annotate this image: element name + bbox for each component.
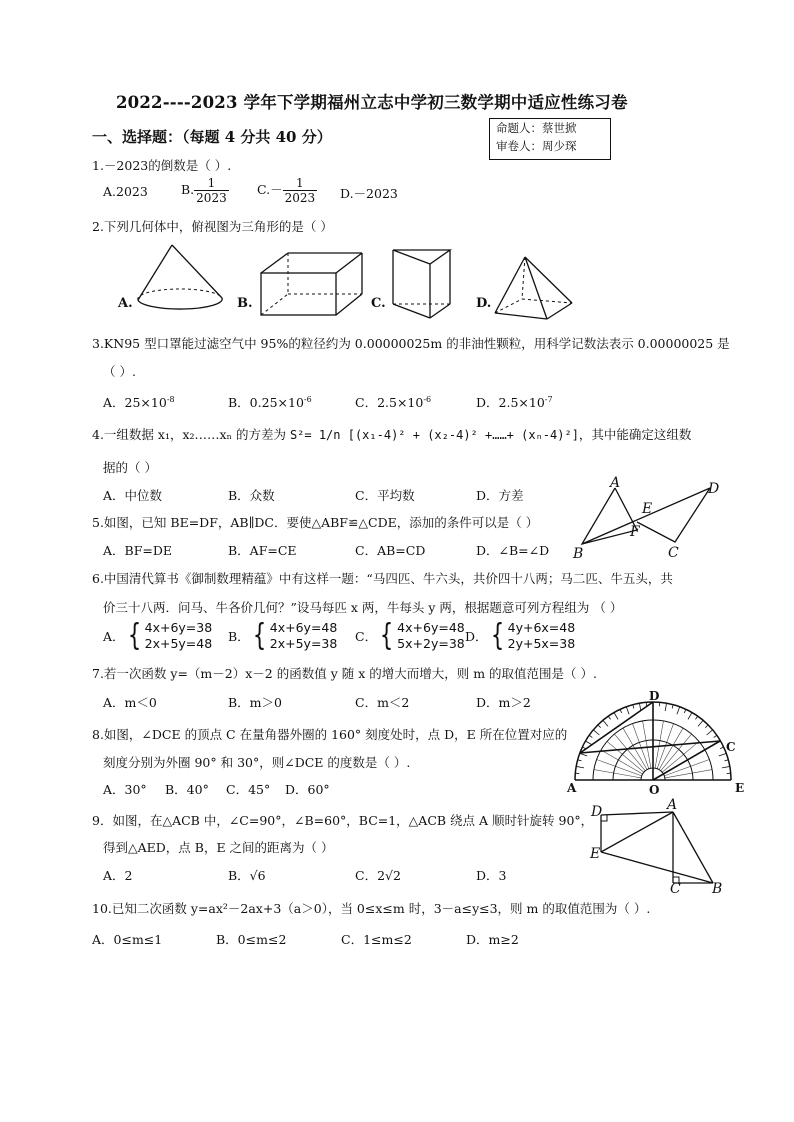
q3-option-c-base: C．2.5×10 bbox=[355, 395, 424, 410]
q9-option-d: D．3 bbox=[476, 868, 507, 883]
q9-stem: 9．如图，在△ACB 中，∠C=90°，∠B=60°，BC=1，△ACB 绕点 A 顺时针旋转 90°， bbox=[92, 813, 594, 828]
q10-option-a: A．0≤m≤1 bbox=[92, 932, 163, 947]
q1-option-c-label: C.－ bbox=[257, 182, 283, 197]
q4-stem-pre: 4.一组数据 x₁，x₂……xₙ 的方差为 bbox=[92, 427, 286, 442]
q6-stem: 6.中国清代算书《御制数理精蕴》中有这样一题：“马四匹、牛六头，共价四十八两；马二匹、牛五头，共 bbox=[92, 571, 673, 586]
q3-option-a bbox=[103, 393, 175, 411]
q10-stem: 10.已知二次函数 y=ax²－2ax+3（a＞0），当 0≤x≤m 时，3－a≤y≤3，则 m 的取值范围为（ ）. bbox=[92, 901, 651, 916]
q6-option-c-label: C． bbox=[355, 629, 378, 644]
protractor-radial-line bbox=[594, 770, 641, 778]
q2-label-a: A. bbox=[118, 296, 133, 311]
q6-option-b-label: B． bbox=[228, 629, 250, 644]
q1-option-c bbox=[257, 176, 317, 205]
q3-option-d bbox=[476, 393, 553, 411]
q6-a-eq1: 4x+6y=38 bbox=[144, 620, 213, 635]
q8-label-e: E bbox=[735, 781, 745, 795]
q8-label-c: C bbox=[726, 740, 736, 754]
q2-label-b: B. bbox=[237, 296, 253, 311]
protractor-radial-line bbox=[655, 721, 663, 768]
q6-option-d-label: D． bbox=[465, 629, 488, 644]
q9-option-a: A．2 bbox=[103, 868, 133, 883]
q5-label-e: E bbox=[642, 501, 653, 517]
q6-option-c: C． { 4x+6y=48 5x+2y=38 bbox=[355, 618, 465, 653]
q6-option-a-label: A． bbox=[103, 629, 125, 644]
q3-option-a-exponent: -8 bbox=[166, 394, 175, 404]
q3-stem: 3.KN95 型口罩能过滤空气中 95%的粒径约为 0.00000025m 的非油性颗粒，用科学记数法表示 0.00000025 是 bbox=[92, 336, 730, 351]
q9-label-a: A bbox=[667, 797, 678, 813]
q7-stem: 7.若一次函数 y=（m－2）x－2 的函数值 y 随 x 的增大而增大，则 m 的取值范围是（ ）. bbox=[92, 666, 597, 681]
q1-option-b-label: B. bbox=[181, 182, 195, 197]
q2-stem: 2.下列几何体中，俯视图为三角形的是（ ） bbox=[92, 219, 333, 234]
q5-option-b: B．AF=CE bbox=[228, 543, 297, 558]
q5-label-d: D bbox=[708, 481, 720, 497]
protractor-tick bbox=[688, 712, 692, 719]
q1-option-b-fraction bbox=[194, 176, 229, 205]
q8-label-o: O bbox=[649, 783, 660, 797]
q1-b-numerator: 1 bbox=[194, 176, 229, 191]
q1-b-denominator: 2023 bbox=[196, 191, 227, 205]
q10-option-b: B．0≤m≤2 bbox=[216, 932, 287, 947]
protractor-tick bbox=[614, 712, 618, 719]
q4-stem bbox=[92, 425, 691, 443]
q9-label-c: C bbox=[670, 881, 681, 897]
q9-label-b: B bbox=[712, 881, 723, 897]
q9-option-c: C．2√2 bbox=[355, 868, 401, 883]
q10-option-d: D．m≥2 bbox=[466, 932, 519, 947]
protractor-tick bbox=[576, 766, 584, 767]
protractor-figure bbox=[565, 690, 745, 798]
q8-line2: 刻度分别为外圈 90° 和 30°，则∠DCE 的度数是（ ）. bbox=[103, 755, 411, 770]
q3-option-d-base: D．2.5×10 bbox=[476, 395, 545, 410]
q8-option-d: D．60° bbox=[285, 782, 330, 797]
q5-option-d: D．∠B=∠D bbox=[476, 543, 550, 558]
protractor-tick bbox=[707, 730, 713, 735]
q3-option-b-exponent: -6 bbox=[303, 394, 312, 404]
section-heading: 一、选择题：（每题 4 分共 40 分） bbox=[92, 128, 332, 146]
q3-option-a-base: A．25×10 bbox=[103, 395, 167, 410]
q3-option-b bbox=[228, 393, 312, 411]
q5-label-b: B bbox=[573, 546, 584, 562]
q6-line2: 价三十八两．问马、牛各价几何？”设马每匹 x 两，牛每头 y 两，根据题意可列方程组为 （ ） bbox=[103, 600, 623, 615]
q8-option-a: A．30° bbox=[103, 782, 147, 797]
q7-option-d: D．m＞2 bbox=[476, 695, 531, 710]
page-title: 2022----2023 学年下学期福州立志中学初三数学期中适应性练习卷 bbox=[116, 93, 628, 112]
q7-option-c: C．m＜2 bbox=[355, 695, 410, 710]
q4-option-b: B．众数 bbox=[228, 488, 275, 503]
q2-label-c: C. bbox=[371, 296, 386, 311]
q5-label-a: A bbox=[610, 475, 621, 491]
q8-label-a: A bbox=[567, 781, 577, 795]
q6-b-eq1: 4x+6y=48 bbox=[269, 620, 338, 635]
q9-line2: 得到△AED，点 B，E 之间的距离为（ ） bbox=[103, 840, 334, 855]
q2-label-d: D. bbox=[476, 296, 492, 311]
q1-option-b bbox=[181, 176, 229, 205]
protractor-tick bbox=[698, 720, 703, 726]
protractor-radial-line bbox=[643, 721, 651, 768]
q6-d-eq1: 4y+6x=48 bbox=[507, 620, 576, 635]
q5-stem: 5.如图，已知 BE=DF，AB∥DC．要使△ABF≌△CDE，添加的条件可以是（ ） bbox=[92, 515, 539, 530]
q1-stem: 1.－2023的倒数是（ ）. bbox=[92, 158, 232, 173]
protractor-tick bbox=[580, 753, 588, 756]
q1-c-denominator: 2023 bbox=[284, 191, 316, 205]
q6-option-d: D． { 4y+6x=48 2y+5x=38 bbox=[465, 618, 576, 653]
q5-option-a: A．BF=DE bbox=[103, 543, 173, 558]
q4-stem-post: ，其中能确定这组数 bbox=[578, 427, 692, 442]
protractor-radial-line bbox=[597, 759, 642, 775]
q3-paren: （ ）. bbox=[103, 364, 136, 379]
triangular-prism-figure bbox=[390, 246, 455, 322]
q1-option-a: A.2023 bbox=[103, 184, 148, 199]
q4-option-c: C．平均数 bbox=[355, 488, 415, 503]
q9-option-b: B．√6 bbox=[228, 868, 266, 883]
protractor-radial-line bbox=[632, 724, 648, 769]
q5-figure bbox=[570, 475, 730, 562]
cuboid-figure bbox=[258, 250, 368, 320]
protractor-tick bbox=[677, 707, 680, 715]
q1-option-c-fraction bbox=[283, 176, 318, 205]
q7-option-a: A．m＜0 bbox=[103, 695, 157, 710]
q10-option-c: C．1≤m≤2 bbox=[341, 932, 412, 947]
q8-label-d: D bbox=[649, 689, 660, 703]
cone-figure bbox=[135, 242, 225, 317]
q6-c-eq2: 5x+2y=38 bbox=[397, 636, 465, 651]
protractor-tick bbox=[593, 730, 599, 735]
q8-option-c: C．45° bbox=[226, 782, 271, 797]
q8-option-b: B．40° bbox=[165, 782, 209, 797]
q4-option-a: A．中位数 bbox=[103, 488, 163, 503]
q3-option-c-exponent: -6 bbox=[423, 394, 432, 404]
q8-stem: 8.如图，∠DCE 的顶点 C 在量角器外圈的 160° 刻度处时，点 D，E 所在位置对应的 bbox=[92, 727, 568, 742]
protractor-tick bbox=[603, 720, 608, 726]
q6-c-eq1: 4x+6y=48 bbox=[397, 620, 465, 635]
q3-option-c bbox=[355, 393, 431, 411]
q6-option-b: B． { 4x+6y=48 2x+5y=38 bbox=[228, 618, 338, 653]
q6-b-eq2: 2x+5y=38 bbox=[269, 636, 338, 651]
q3-option-b-base: B．0.25×10 bbox=[228, 395, 304, 410]
pyramid-figure bbox=[492, 253, 577, 323]
question-setter: 命题人：蔡世掀 bbox=[496, 121, 577, 135]
q1-c-numerator: 1 bbox=[283, 176, 318, 191]
q3-option-d-exponent: -7 bbox=[544, 394, 553, 404]
q4-variance-formula: S²= 1/n [(x₁-4)² + (x₂-4)² +……+ (xₙ-4)²] bbox=[289, 428, 579, 442]
q1-option-d: D.－2023 bbox=[340, 186, 398, 201]
q6-a-eq2: 2x+5y=48 bbox=[144, 636, 213, 651]
q9-label-d: D bbox=[591, 804, 603, 820]
protractor-tick bbox=[722, 766, 730, 767]
q9-figure bbox=[585, 797, 725, 897]
protractor-tick bbox=[626, 707, 629, 715]
protractor-tick bbox=[665, 703, 666, 711]
protractor-radial-line bbox=[664, 759, 709, 775]
q5-option-c: C．AB=CD bbox=[355, 543, 426, 558]
question-reviewer: 审卷人：周少琛 bbox=[496, 139, 577, 153]
q9-label-e: E bbox=[590, 846, 601, 862]
q5-label-c: C bbox=[668, 545, 679, 561]
q4-option-d: D．方差 bbox=[476, 488, 524, 503]
q6-d-eq2: 2y+5x=38 bbox=[507, 636, 576, 651]
q6-option-a: A． { 4x+6y=38 2x+5y=48 bbox=[103, 618, 213, 653]
protractor-radial-line bbox=[665, 770, 712, 778]
q5-label-f: F bbox=[630, 524, 640, 540]
q4-line2: 据的（ ） bbox=[103, 460, 157, 475]
q7-option-b: B．m＞0 bbox=[228, 695, 282, 710]
author-box bbox=[489, 118, 611, 160]
